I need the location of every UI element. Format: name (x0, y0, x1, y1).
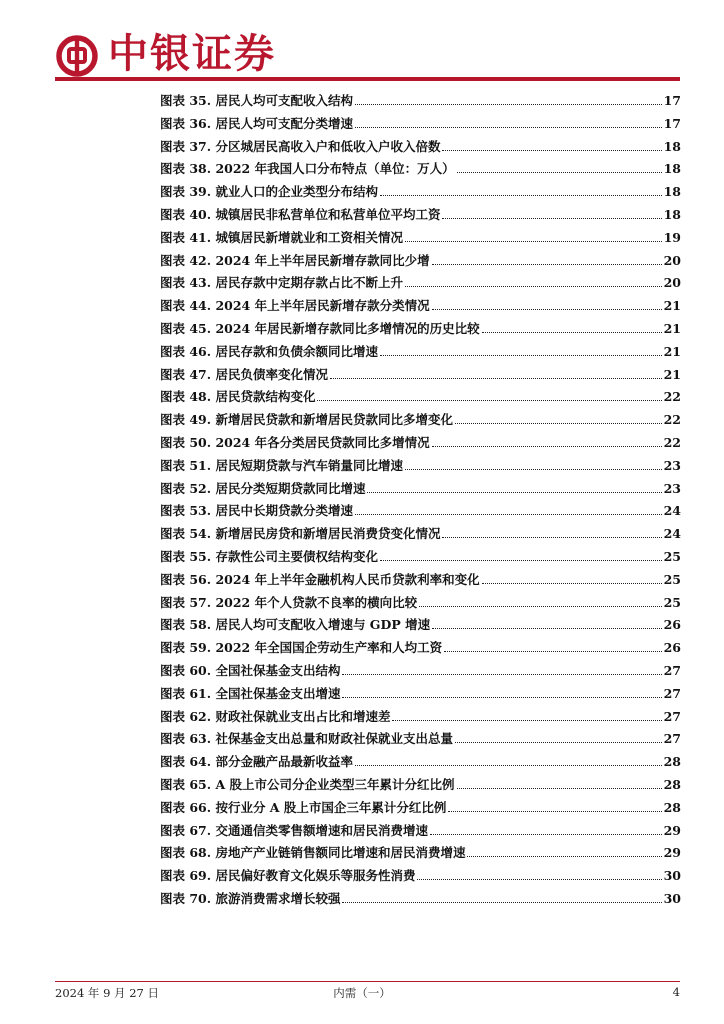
toc-entry-title: 图表 42. 2024 年上半年居民新增存款同比少增 (160, 252, 430, 268)
toc-entry-title: 图表 66. 按行业分 A 股上市国企三年累计分红比例 (160, 799, 447, 815)
toc-entry-title: 图表 46. 居民存款和负债余额同比增速 (160, 343, 378, 359)
toc-entry[interactable] (160, 295, 681, 318)
toc-entry-title: 图表 68. 房地产产业链销售额同比增速和居民消费增速 (160, 845, 466, 861)
toc-entry-page: 18 (663, 138, 681, 154)
dot-leader (342, 892, 661, 903)
toc-entry-page: 28 (663, 799, 681, 815)
toc-entry-title: 图表 36. 居民人均可支配分类增速 (160, 115, 353, 131)
toc-entry-page: 20 (663, 252, 681, 268)
toc-entry[interactable] (160, 432, 681, 455)
toc-entry[interactable] (160, 227, 681, 250)
toc-entry[interactable] (160, 660, 681, 683)
toc-entry-page: 30 (663, 890, 681, 906)
toc-entry[interactable] (160, 842, 681, 865)
toc-entry[interactable] (160, 386, 681, 409)
dot-leader (392, 710, 661, 721)
dot-leader (442, 140, 661, 151)
toc-entry-page: 25 (663, 594, 681, 610)
toc-entry-title: 图表 41. 城镇居民新增就业和工资相关情况 (160, 229, 403, 245)
toc-entry-page: 21 (663, 366, 681, 382)
toc-entry-title: 图表 38. 2022 年我国人口分布特点（单位：万人） (160, 161, 455, 177)
toc-entry-page: 27 (663, 731, 681, 747)
toc-entry-title: 图表 54. 新增居民房贷和新增居民消费贷变化情况 (160, 526, 441, 542)
dot-leader (455, 413, 662, 424)
toc-entry-title: 图表 62. 财政社保就业支出占比和增速差 (160, 708, 391, 724)
dot-leader (448, 801, 661, 812)
dot-leader (355, 755, 662, 766)
dot-leader (417, 869, 661, 880)
toc-entry[interactable] (160, 204, 681, 227)
dot-leader (367, 482, 661, 493)
toc-entry-page: 23 (663, 457, 681, 473)
dot-leader (405, 231, 662, 242)
toc-entry[interactable] (160, 364, 681, 387)
toc-entry-title: 图表 50. 2024 年各分类居民贷款同比多增情况 (160, 434, 430, 450)
dot-leader (380, 185, 662, 196)
toc-entry-page: 18 (663, 206, 681, 222)
toc-entry-page: 21 (663, 298, 681, 314)
figure-list (160, 90, 681, 911)
toc-entry-page: 25 (663, 548, 681, 564)
toc-entry-page: 24 (663, 503, 681, 519)
toc-entry-title: 图表 44. 2024 年上半年居民新增存款分类情况 (160, 298, 430, 314)
toc-entry-title: 图表 60. 全国社保基金支出结构 (160, 662, 341, 678)
dot-leader (432, 254, 662, 265)
toc-entry[interactable] (160, 592, 681, 615)
toc-entry-page: 26 (663, 617, 681, 633)
dot-leader (342, 687, 661, 698)
dot-leader (355, 117, 662, 128)
toc-entry-title: 图表 70. 旅游消费需求增长较强 (160, 890, 341, 906)
toc-entry-title: 图表 37. 分区城居民高收入户和低收入户收入倍数 (160, 138, 441, 154)
dot-leader (405, 459, 662, 470)
page-number: 4 (672, 985, 680, 999)
dot-leader (330, 368, 662, 379)
toc-entry-title: 图表 35. 居民人均可支配收入结构 (160, 93, 353, 108)
toc-entry-title: 图表 45. 2024 年居民新增存款同比多增情况的历史比较 (160, 320, 480, 336)
dot-leader (355, 94, 662, 105)
dot-leader (419, 596, 662, 607)
dot-leader (455, 732, 662, 743)
toc-entry-title: 图表 51. 居民短期贷款与汽车销量同比增速 (160, 457, 403, 473)
toc-entry[interactable] (160, 569, 681, 592)
toc-entry[interactable] (160, 272, 681, 295)
toc-entry[interactable] (160, 865, 681, 888)
toc-entry-page: 18 (663, 184, 681, 200)
toc-entry-page: 18 (663, 161, 681, 177)
toc-entry[interactable] (160, 250, 681, 273)
dot-leader (432, 299, 662, 310)
dot-leader (442, 527, 661, 538)
toc-entry-title: 图表 56. 2024 年上半年金融机构人民币贷款利率和变化 (160, 571, 480, 587)
toc-entry[interactable] (160, 774, 681, 797)
toc-entry-title: 图表 39. 就业人口的企业类型分布结构 (160, 184, 378, 200)
dot-leader (342, 664, 661, 675)
toc-entry-page: 22 (663, 412, 681, 428)
toc-entry-title: 图表 49. 新增居民贷款和新增居民贷款同比多增变化 (160, 412, 453, 428)
toc-entry-page: 21 (663, 343, 681, 359)
toc-entry-page: 22 (663, 434, 681, 450)
toc-entry[interactable] (160, 500, 681, 523)
toc-entry[interactable] (160, 409, 681, 432)
toc-entry-page: 21 (663, 320, 681, 336)
toc-entry[interactable] (160, 113, 681, 136)
footer-date: 2024 年 9 月 27 日 (55, 986, 159, 1000)
toc-entry[interactable] (160, 455, 681, 478)
toc-entry[interactable] (160, 546, 681, 569)
toc-entry[interactable] (160, 751, 681, 774)
page-header (0, 0, 724, 86)
dot-leader (432, 618, 662, 629)
dot-leader (442, 208, 661, 219)
toc-entry[interactable] (160, 181, 681, 204)
toc-entry-page: 27 (663, 708, 681, 724)
toc-entry-title: 图表 48. 居民贷款结构变化 (160, 389, 316, 405)
toc-entry-page: 29 (663, 845, 681, 861)
toc-entry-page: 27 (663, 662, 681, 678)
toc-entry-title: 图表 63. 社保基金支出总量和财政社保就业支出总量 (160, 731, 453, 747)
toc-entry-page: 27 (663, 685, 681, 701)
toc-entry-title: 图表 52. 居民分类短期贷款同比增速 (160, 480, 366, 496)
toc-entry-page: 25 (663, 571, 681, 587)
toc-entry-title: 图表 57. 2022 年个人贷款不良率的横向比较 (160, 594, 418, 610)
header-divider (55, 77, 680, 81)
toc-entry-title: 图表 47. 居民负债率变化情况 (160, 366, 328, 382)
toc-entry-title: 图表 69. 居民偏好教育文化娱乐等服务性消费 (160, 868, 416, 884)
dot-leader (317, 390, 661, 401)
toc-entry-page: 22 (663, 389, 681, 405)
dot-leader (444, 641, 662, 652)
toc-entry[interactable] (160, 341, 681, 364)
toc-entry[interactable] (160, 797, 681, 820)
dot-leader (432, 436, 662, 447)
toc-entry-title: 图表 53. 居民中长期贷款分类增速 (160, 503, 353, 519)
toc-entry[interactable] (160, 90, 681, 113)
footer-title: 内需（一） (333, 986, 391, 1000)
toc-entry[interactable] (160, 614, 681, 637)
toc-entry[interactable] (160, 637, 681, 660)
toc-entry-page: 29 (663, 822, 681, 838)
bank-of-china-logo-icon (55, 34, 99, 78)
toc-entry-page: 26 (663, 640, 681, 656)
dot-leader (405, 276, 662, 287)
dot-leader (380, 550, 662, 561)
dot-leader (482, 322, 662, 333)
toc-entry-title: 图表 40. 城镇居民非私营单位和私营单位平均工资 (160, 206, 441, 222)
toc-entry[interactable] (160, 136, 681, 159)
toc-entry[interactable] (160, 683, 681, 706)
toc-entry-page: 30 (663, 868, 681, 884)
toc-entry-page: 19 (663, 229, 681, 245)
toc-entry-page: 28 (663, 754, 681, 770)
dot-leader (355, 504, 662, 515)
toc-entry-page: 17 (663, 115, 681, 131)
toc-entry-page: 28 (663, 776, 681, 792)
dot-leader (457, 778, 662, 789)
dot-leader (467, 846, 661, 857)
toc-entry[interactable] (160, 888, 681, 911)
toc-entry[interactable] (160, 706, 681, 729)
toc-entry-title: 图表 65. A 股上市公司分企业类型三年累计分红比例 (160, 776, 455, 792)
toc-entry-page: 20 (663, 275, 681, 291)
dot-leader (482, 573, 662, 584)
toc-entry-title: 图表 61. 全国社保基金支出增速 (160, 685, 341, 701)
toc-entry-title: 图表 43. 居民存款中定期存款占比不断上升 (160, 275, 403, 291)
dot-leader (457, 162, 662, 173)
toc-entry[interactable] (160, 728, 681, 751)
footer-divider (55, 981, 680, 982)
toc-entry[interactable] (160, 478, 681, 501)
toc-entry[interactable] (160, 820, 681, 843)
toc-entry-page: 24 (663, 526, 681, 542)
toc-entry[interactable] (160, 158, 681, 181)
toc-entry-page: 23 (663, 480, 681, 496)
toc-entry[interactable] (160, 318, 681, 341)
toc-entry[interactable] (160, 523, 681, 546)
toc-entry-title: 图表 59. 2022 年全国国企劳动生产率和人均工资 (160, 640, 443, 656)
dot-leader (380, 345, 662, 356)
dot-leader (430, 824, 662, 835)
toc-entry-title: 图表 55. 存款性公司主要债权结构变化 (160, 548, 378, 564)
toc-entry-title: 图表 64. 部分金融产品最新收益率 (160, 754, 353, 770)
toc-entry-title: 图表 58. 居民人均可支配收入增速与 GDP 增速 (160, 617, 431, 633)
toc-entry-page: 17 (663, 93, 681, 108)
brand-name: 中银证券 (108, 31, 276, 77)
toc-entry-title: 图表 67. 交通通信类零售额增速和居民消费增速 (160, 822, 428, 838)
